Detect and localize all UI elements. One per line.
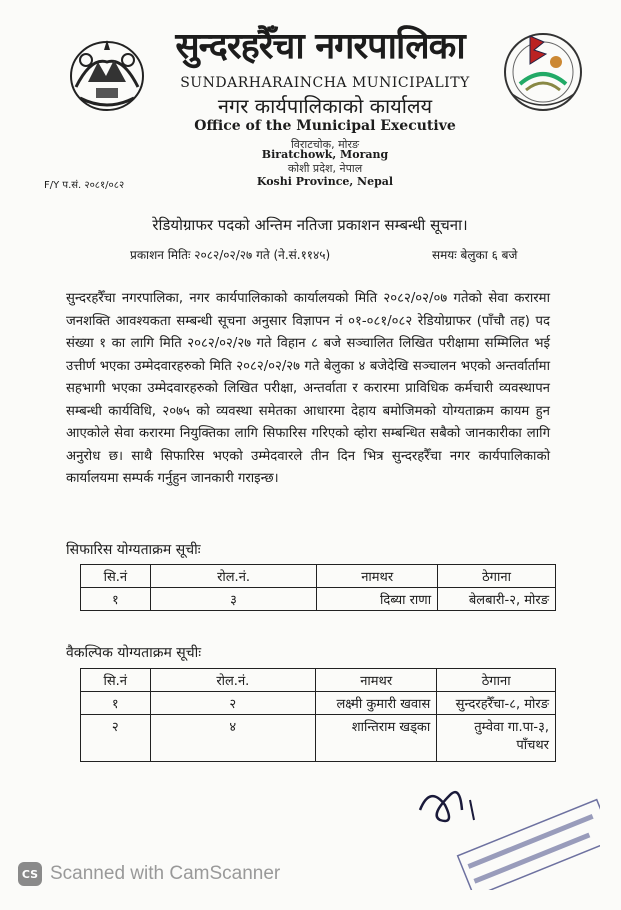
- cell-roll: ४: [150, 715, 316, 762]
- municipality-title-en: SUNDARHARAINCHA MUNICIPALITY: [180, 75, 470, 91]
- cell-serial: २: [81, 715, 151, 762]
- header-name: नामथर: [317, 565, 438, 588]
- signature-stamp-graphic: [400, 780, 600, 890]
- header-roll: रोल.नं.: [150, 565, 317, 588]
- cell-name: दिब्या राणा: [317, 588, 438, 611]
- publication-time: समयः बेलुका ६ बजे: [432, 248, 518, 262]
- notice-body: सुन्दरहरैँचा नगरपालिका, नगर कार्यपालिकाको कार्यालयको मिति २०८२/०२/०७ गतेको सेवा करारमा जनशक्ति आवश्यकता सम्बन्धी सूचना अनुसार विज्ञापन नं ०१-०८१/०८२ रेडियोग्राफर (पाँचौ तह) पद संख्या १ का लागि मिति २०८२/०२/२७ गते विहान ८ बजे सञ्चालित लिखित परीक्षामा सम्मिलित भई उत्तीर्ण भएका उम्मेदवारहरुको मिति २०८२/०२/२७ गते बेलुका ४ बजेदेखि सञ्चालन भएको अन्तर्वार्तामा सहभागी भएका उम्मेदवारहरुको लिखित परीक्षा, अन्तर्वाता र करारमा प्राविधिक कर्मचारी व्यवस्थापन सम्बन्धी कार्यविधि, २०७५ को व्यवस्था समेतका आधारमा देहाय बमोजिमको योग्यताक्रम कायम हुन आएकोले सेवा करारमा नियुक्तिका लागि सिफारिस गरिएको व्होरा सम्बन्धित सबैको जानकारीका लागि अनुरोध छ। साथै सिफारिस भएको उम्मेदवारले तीन दिन भित्र सुन्दरहरैँचा नगर कार्यपालिकाको कार्यालयमा सम्पर्क गर्नुहुन जानकारी गराइन्छ।: [66, 291, 550, 486]
- cell-roll: ३: [150, 588, 317, 611]
- watermark-text: Scanned with CamScanner: [50, 863, 281, 884]
- cell-serial: १: [81, 692, 151, 715]
- recommended-table: [80, 564, 556, 611]
- municipality-title-np: सुन्दरहरैँचा नगरपालिका: [175, 26, 465, 67]
- office-title-en: Office of the Municipal Executive: [194, 118, 456, 134]
- table-row: [81, 588, 556, 611]
- header-name: नामथर: [316, 669, 437, 692]
- cell-serial: १: [81, 588, 151, 611]
- table-row: [81, 715, 556, 762]
- fiscal-year-label: F/Y प.सं. २०८१/०८२: [44, 180, 125, 191]
- table-header-row: [81, 565, 556, 588]
- header-address: ठेगाना: [437, 669, 556, 692]
- cell-name: लक्ष्मी कुमारी खवास: [316, 692, 437, 715]
- office-title-np: नगर कार्यपालिकाको कार्यालय: [217, 94, 433, 118]
- alternate-table: [80, 668, 556, 762]
- header-address: ठेगाना: [438, 565, 556, 588]
- address-line1-en: Biratchowk, Morang: [261, 148, 389, 161]
- cell-address: बेलबारी-२, मोरङ: [438, 588, 556, 611]
- cell-address: सुन्दरहरैँचा-८, मोरङ: [437, 692, 556, 715]
- header-roll: रोल.नं.: [150, 669, 316, 692]
- cell-address: तुम्वेवा गा.पा-३, पाँचथर: [437, 715, 556, 762]
- address-line1-np: विराटचोक, मोरङ: [290, 138, 360, 151]
- alternate-list-label: वैकल्पिक योग्यताक्रम सूचीः: [66, 645, 202, 661]
- municipal-logo-icon: [500, 24, 586, 116]
- cell-roll: २: [150, 692, 316, 715]
- nepal-emblem-icon: [66, 32, 148, 114]
- publication-date: प्रकाशन मितिः २०८२/०२/२७ गते (ने.सं.११४५): [130, 248, 331, 262]
- header-serial: सि.नं: [81, 565, 151, 588]
- address-line2-en: Koshi Province, Nepal: [256, 175, 394, 188]
- table-row: [81, 692, 556, 715]
- scanner-watermark: [18, 862, 280, 886]
- notice-title: रेडियोग्राफर पदको अन्तिम नतिजा प्रकाशन सम्बन्धी सूचना।: [152, 216, 468, 234]
- table-header-row: [81, 669, 556, 692]
- cell-name: शान्तिराम खड्का: [316, 715, 437, 762]
- recommended-list-label: सिफारिस योग्यताक्रम सूचीः: [66, 542, 201, 558]
- header-serial: सि.नं: [81, 669, 151, 692]
- address-line2-np: कोशी प्रदेश, नेपाल: [287, 162, 363, 175]
- camscanner-logo-icon: CS: [18, 862, 42, 886]
